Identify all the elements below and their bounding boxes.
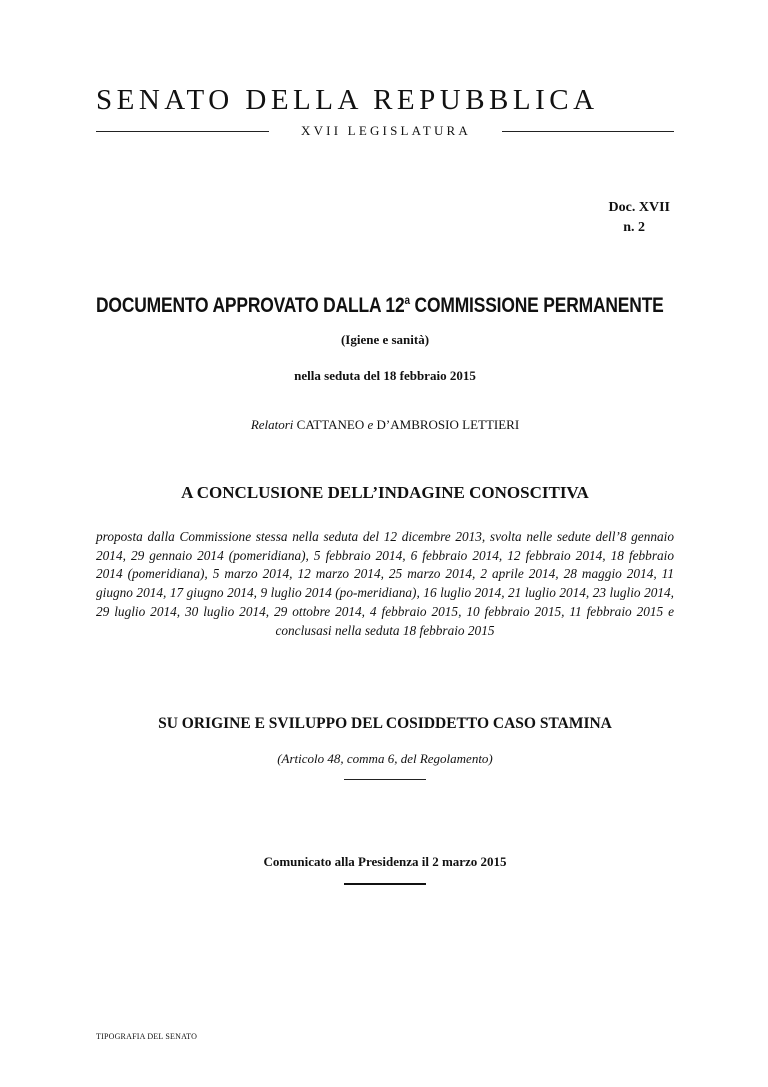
document-title-part1: DOCUMENTO APPROVATO DALLA 12 bbox=[96, 294, 405, 317]
printer-footer: TIPOGRAFIA DEL SENATO bbox=[96, 1032, 198, 1041]
legislature-rule-left bbox=[96, 131, 269, 132]
inquiry-heading: A CONCLUSIONE DELL’INDAGINE CONOSCITIVA bbox=[181, 483, 589, 502]
legislature-rule-right bbox=[502, 131, 674, 132]
rapporteur-2: D’AMBROSIO LETTIERI bbox=[376, 417, 520, 432]
document-title-part2: COMMISSIONE PERMANENTE bbox=[409, 294, 664, 317]
document-reference bbox=[560, 198, 670, 238]
document-number: n. 2 bbox=[623, 220, 645, 235]
commission-subtitle: (Igiene e sanità) bbox=[340, 332, 430, 347]
session-date: nella seduta del 18 febbraio 2015 bbox=[294, 368, 476, 383]
rapporteurs-label: Relatori bbox=[250, 417, 294, 432]
legislature-label: XVII LEGISLATURA bbox=[301, 123, 471, 138]
inquiry-sessions-paragraph: proposta dalla Commissione stessa nella seduta del 12 dicembre 2013, svolta nelle sedute dell’8 gennaio 2014, 29 gennaio 2014 (pomeridiana), 5 febbraio 2014, 6 febbraio 2014, 12 febbraio 2014, 18 febbraio 2014 (pomeridiana), 5 marzo 2014, 12 marzo 2014, 25 marzo 2014, 2 aprile 2014, 28 maggio 2014, 11 giugno 2014, 17 giugno 2014, 9 luglio 2014 (po-meridiana), 16 luglio 2014, 21 luglio 2014, 23 luglio 2014, 29 luglio 2014, 30 luglio 2014, 29 ottobre 2014, 4 febbraio 2015, 10 febbraio 2015, 11 febbraio 2015 e conclusasi nella seduta 18 febbraio 2015 bbox=[96, 529, 674, 638]
rapporteurs-conjunction: e bbox=[367, 417, 374, 432]
rapporteur-1: CATTANEO bbox=[296, 417, 365, 432]
document-title-ordinal: a bbox=[404, 293, 410, 307]
regulation-reference: (Articolo 48, comma 6, del Regolamento) bbox=[277, 751, 493, 766]
separator-rule-thick bbox=[344, 883, 426, 885]
subject-heading: SU ORIGINE E SVILUPPO DEL COSIDDETTO CASO STAMINA bbox=[158, 715, 612, 732]
separator-rule-thin bbox=[344, 779, 426, 780]
rapporteurs-line bbox=[96, 416, 674, 434]
document-type: Doc. XVII bbox=[608, 200, 670, 215]
communication-date: Comunicato alla Presidenza il 2 marzo 2015 bbox=[263, 854, 507, 869]
institution-title: SENATO DELLA REPUBBLICA bbox=[96, 84, 599, 116]
document-title bbox=[96, 292, 664, 320]
